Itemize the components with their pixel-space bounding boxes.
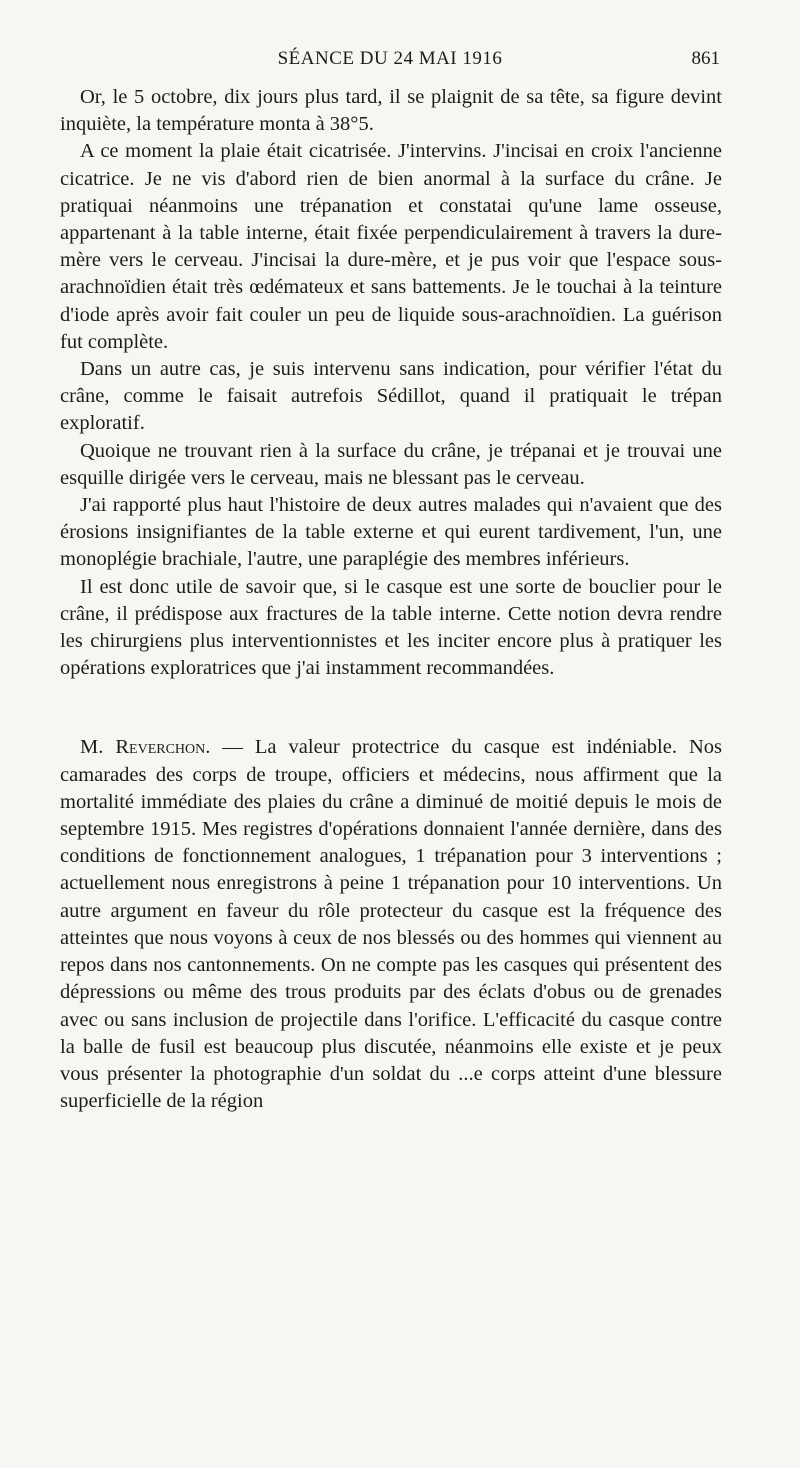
body-text <box>60 84 722 1115</box>
running-title: SÉANCE DU 24 MAI 1916 <box>277 48 503 69</box>
paragraph: J'ai rapporté plus haut l'histoire de deux autres malades qui n'avaient que des érosions insignifiantes de la table externe et qui eurent tardivement, l'un, une monoplégie brachiale, l'autre, une paraplégie des membres inférieurs. <box>60 494 722 571</box>
speaker-paragraph <box>60 734 722 1115</box>
page-header <box>60 48 720 72</box>
speaker-text: — La valeur protectrice du casque est indéniable. Nos camarades des corps de troupe, officiers et médecins, nous affirment que la mortalité immédiate des plaies du crâne a diminué de moitié depuis le mois de septembre 1915. Mes registres d'opérations donnaient l'année dernière, dans des conditions de fonctionnement analogues, 1 trépanation pour 3 interventions ; actuellement nous enregistrons à peine 1 trépanation pour 10 interventions. Un autre argument en faveur du rôle protecteur du casque est la fréquence des atteintes que nous voyons à ceux de nos blessés ou des hommes qui viennent au repos dans nos cantonnements. On ne compte pas les casques qui présentent des dépressions ou même des trous produits par des éclats d'obus ou de grenades avec ou sans inclusion de projectile dans l'orifice. L'efficacité du casque contre la balle de fusil est beaucoup plus discutée, néanmoins elle existe et je peux vous présenter la photographie d'un soldat du ...e corps atteint d'une blessure superficielle de la région <box>60 736 722 1113</box>
paragraph: Or, le 5 octobre, dix jours plus tard, il se plaignit de sa tête, sa figure devint inquiète, la température monta à 38°5. <box>60 86 722 136</box>
section-gap <box>60 682 722 734</box>
paragraph: Quoique ne trouvant rien à la surface du crâne, je trépanai et je trouvai une esquille dirigée vers le cerveau, mais ne blessant pas le cerveau. <box>60 439 722 489</box>
paragraph: A ce moment la plaie était cicatrisée. J'intervins. J'incisai en croix l'ancienne cicatrice. Je ne vis d'abord rien de bien anormal à la surface du crâne. Je pratiquai néanmoins une trépanation et constatai qu'une lame osseuse, appartenant à la table interne, était fixée perpendiculairement à travers la dure-mère vers le cerveau. J'incisai la dure-mère, et je pus voir que l'espace sous-arachnoïdien était très œdémateux et sans battements. Je le touchai à la teinture d'iode après avoir fait couler un peu de liquide sous-arachnoïdien. La guérison fut complète. <box>60 140 722 353</box>
page-number: 861 <box>691 48 720 69</box>
paragraph: Dans un autre cas, je suis intervenu sans indication, pour vérifier l'état du crâne, comme le faisait autrefois Sédillot, quand il pratiquait le trépan exploratif. <box>60 358 722 435</box>
paragraph: Il est donc utile de savoir que, si le casque est une sorte de bouclier pour le crâne, il prédispose aux fractures de la table interne. Cette notion devra rendre les chirurgiens plus interventionnistes et les inciter encore plus à pratiquer les opérations exploratrices que j'ai instamment recommandées. <box>60 575 722 680</box>
speaker-name: M. Reverchon. <box>80 736 211 759</box>
